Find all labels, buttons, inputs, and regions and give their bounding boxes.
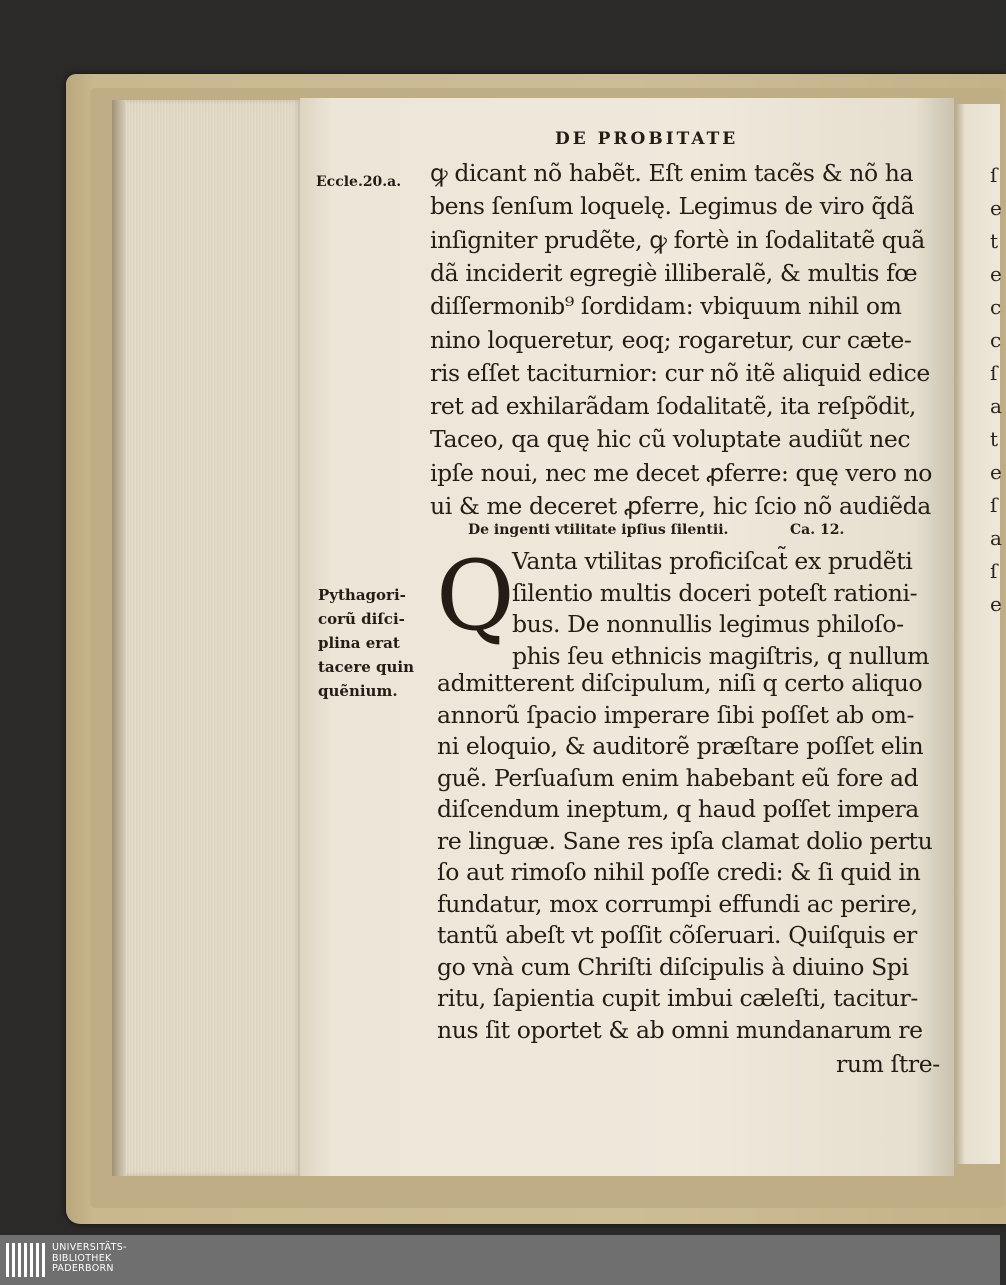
page-stack-shadow	[112, 100, 126, 1176]
text-line: inſigniter prudẽte, ꝙ fortè in ſodalitatẽ quã	[430, 225, 925, 254]
drop-cap-initial: Q	[436, 540, 515, 652]
facing-page-letter: ſ	[990, 493, 998, 517]
text-line: diſſermonib⁹ ſordidam: vbiquum nihil om	[430, 292, 902, 321]
facing-page-letter: e	[990, 196, 1002, 220]
facing-page-letter: ſ	[990, 361, 998, 385]
page-stack-fore-edge	[112, 100, 302, 1176]
margin-note-line: corũ diſci-	[318, 610, 405, 628]
text-line: dã inciderit egregiè illiberalẽ, & multis fœ	[430, 258, 918, 287]
library-name-line1: UNIVERSITÄTS-	[52, 1242, 127, 1253]
chapter-title: De ingenti vtilitate ipſius ſilentii.	[468, 522, 729, 538]
text-line: guẽ. Perſuaſum enim habebant eũ fore ad	[437, 763, 919, 792]
facing-page-letter: ſ	[990, 559, 998, 583]
text-line: ni eloquio, & auditorẽ præſtare poſſet elin	[437, 732, 924, 760]
text-line: ꝙ dicant nõ habẽt. Eſt enim tacẽs & nõ ha	[430, 159, 914, 187]
library-footer-bar	[0, 1235, 1000, 1285]
facing-page-letter: a	[990, 394, 1002, 418]
running-head: DE PROBITATE	[555, 129, 739, 149]
text-line: ret ad exhilarãdam ſodalitatẽ, ita reſpõdit,	[430, 392, 916, 421]
facing-page-letter: ſ	[990, 163, 998, 187]
text-line: ſo aut rimoſo nihil poſſe credi: & ſi quid in	[437, 858, 921, 886]
text-line: phis ſeu ethnicis magiſtris, q nullum	[512, 641, 929, 670]
text-line: ris eſſet taciturnior: cur nõ itẽ aliquid edice	[430, 358, 930, 387]
chapter-number: Ca. 12.	[790, 522, 845, 538]
text-line: nino loqueretur, eoq; rogaretur, cur cæte-	[430, 325, 912, 354]
margin-note-line: quẽnium.	[318, 682, 398, 700]
text-line: ſilentio multis doceri poteſt rationi-	[512, 578, 918, 607]
text-line: bens ſenſum loquelę. Legimus de viro q̃dã	[430, 192, 915, 221]
facing-page-letter: e	[990, 592, 1002, 616]
text-line: go vnà cum Chriſti diſcipulis à diuino Spi	[437, 952, 909, 981]
facing-page-letter: e	[990, 460, 1002, 484]
text-line: diſcendum ineptum, q haud poſſet impera	[437, 795, 919, 823]
facing-page-letter: e	[990, 262, 1002, 286]
margin-note-line: Pythagori-	[318, 586, 406, 604]
facing-page-letter: c	[990, 328, 1002, 352]
text-line: nus ſit oportet & ab omni mundanarum re	[437, 1015, 923, 1044]
margin-note-reference: Eccle.20.a.	[316, 174, 402, 190]
library-name-line2: BIBLIOTHEK	[52, 1252, 112, 1264]
facing-page-letter: a	[990, 526, 1002, 550]
text-line: admitterent diſcipulum, niſi q certo aliquo	[437, 669, 923, 697]
facing-page-letter: t	[990, 229, 999, 253]
library-logo-icon	[6, 1243, 46, 1277]
text-line: ui & me deceret ꝓferre, hic ſcio nõ audiẽda	[430, 492, 931, 520]
text-line: re linguæ. Sane res ipſa clamat dolio pertu	[437, 826, 933, 855]
text-line: fundatur, mox corrumpi effundi ac perire,	[437, 889, 918, 918]
margin-note-line: tacere quin	[318, 658, 414, 676]
text-line: annorũ ſpacio imperare ſibi poſſet ab om-	[437, 700, 915, 729]
margin-note-line: plina erat	[318, 634, 400, 652]
catchword: rum ſtre-	[836, 1050, 940, 1078]
text-line: Vanta vtilitas proficiſcat̃ ex prudẽti	[512, 547, 913, 575]
facing-page-letter: c	[990, 295, 1002, 319]
text-line: tantũ abeſt vt poſſit cõſeruari. Quiſquis er	[437, 921, 917, 949]
text-line: Taceo, qa quę hic cũ voluptate audiũt nec	[430, 425, 911, 454]
text-line: ipſe noui, nec me decet ꝓferre: quę vero no	[430, 458, 933, 487]
facing-page-letter: t	[990, 427, 999, 451]
library-name	[52, 1243, 127, 1275]
text-line: bus. De nonnullis legimus philoſo-	[512, 610, 904, 638]
text-line: ritu, ſapientia cupit imbui cæleſti, tacitur-	[437, 984, 918, 1012]
library-name-line3: PADERBORN	[52, 1263, 114, 1274]
